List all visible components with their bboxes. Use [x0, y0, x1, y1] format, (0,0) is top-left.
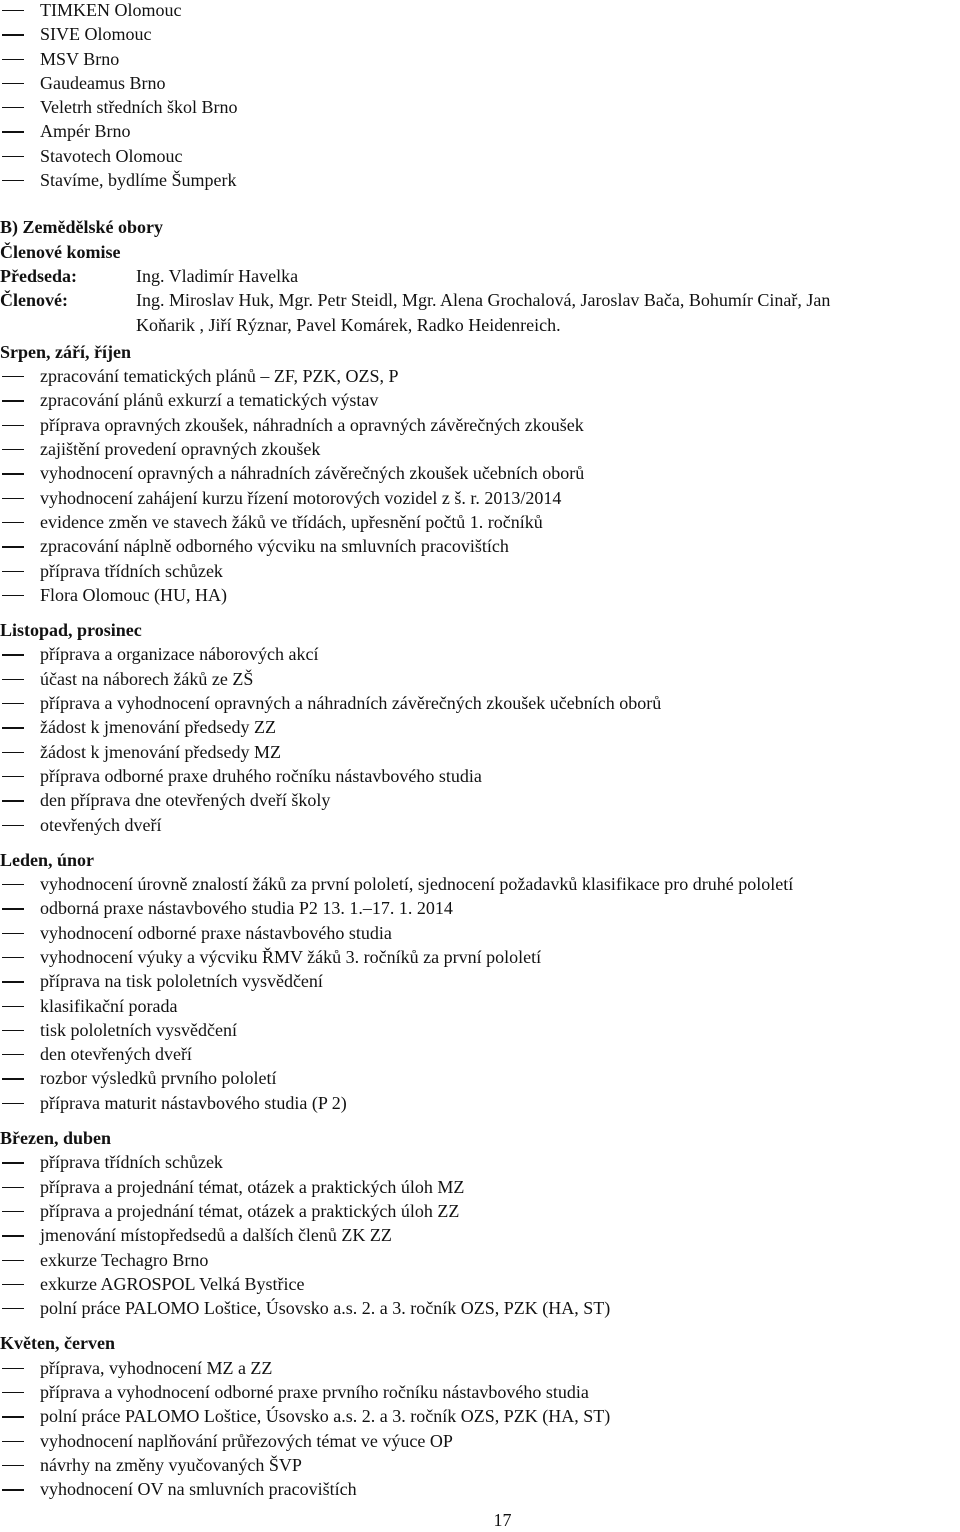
- dash-bullet: [2, 1465, 24, 1466]
- dash-bullet: [2, 1211, 24, 1212]
- dash-bullet: [2, 1006, 24, 1007]
- section-heading: Březen, duben: [0, 1128, 112, 1149]
- list-item: polní práce PALOMO Loštice, Úsovsko a.s. 2. a 3. ročník OZS, PZK (HA, ST): [0, 1404, 960, 1428]
- dash-bullet: [2, 498, 24, 499]
- task-list: [0, 642, 960, 836]
- section-b: [0, 215, 960, 336]
- exhibition-list: [0, 0, 960, 192]
- list-item: klasifikační porada: [0, 994, 960, 1018]
- list-item: příprava maturit nástavbového studia (P 2): [0, 1091, 960, 1115]
- dash-bullet: [2, 425, 24, 426]
- members-names: [136, 288, 936, 337]
- list-item: příprava a organizace náborových akcí: [0, 642, 960, 666]
- list-item: návrhy na změny vyučovaných ŠVP: [0, 1453, 960, 1477]
- list-item: příprava a projednání témat, otázek a praktických úloh ZZ: [0, 1199, 960, 1223]
- dash-bullet: [2, 400, 24, 401]
- task-list: [0, 1150, 960, 1320]
- dash-bullet: [2, 884, 24, 885]
- list-item: Stavíme, bydlíme Šumperk: [0, 168, 960, 192]
- list-item: exkurze AGROSPOL Velká Bystřice: [0, 1272, 960, 1296]
- chair-name: Ing. Vladimír Havelka: [136, 265, 299, 286]
- dash-bullet: [2, 908, 24, 909]
- list-item: rozbor výsledků prvního pololetí: [0, 1066, 960, 1090]
- dash-bullet: [2, 1260, 24, 1261]
- list-item: vyhodnocení odborné praxe nástavbového studia: [0, 921, 960, 945]
- list-item: Ampér Brno: [0, 119, 960, 143]
- section-heading: Leden, únor: [0, 849, 95, 870]
- dash-bullet: [2, 654, 24, 655]
- list-item: Veletrh středních škol Brno: [0, 95, 960, 119]
- dash-bullet: [2, 1030, 24, 1031]
- dash-bullet: [2, 1235, 24, 1236]
- commission-roles: [0, 264, 960, 337]
- dash-bullet: [2, 1054, 24, 1055]
- list-item: MSV Brno: [0, 47, 960, 71]
- dash-bullet: [2, 1284, 24, 1285]
- dash-bullet: [2, 10, 24, 11]
- section-heading: Listopad, prosinec: [0, 620, 142, 641]
- task-list: [0, 364, 960, 607]
- dash-bullet: [2, 1416, 24, 1417]
- list-item: příprava a vyhodnocení odborné praxe prvního ročníku nástavbového studia: [0, 1380, 960, 1404]
- dash-bullet: [2, 473, 24, 474]
- list-item: zpracování tematických plánů – ZF, PZK, OZS, P: [0, 364, 960, 388]
- list-item: exkurze Techagro Brno: [0, 1248, 960, 1272]
- dash-bullet: [2, 1187, 24, 1188]
- list-item: evidence změn ve stavech žáků ve třídách, upřesnění počtů 1. ročníků: [0, 510, 960, 534]
- list-item: odborná praxe nástavbového studia P2 13. 1.–17. 1. 2014: [0, 896, 960, 920]
- list-item: účast na náborech žáků ze ZŠ: [0, 667, 960, 691]
- dash-bullet: [2, 1441, 24, 1442]
- list-item: vyhodnocení naplňování průřezových témat ve výuce OP: [0, 1429, 960, 1453]
- dash-bullet: [2, 1162, 24, 1163]
- list-item: tisk pololetních vysvědčení: [0, 1018, 960, 1042]
- list-item: SIVE Olomouc: [0, 22, 960, 46]
- dash-bullet: [2, 1489, 24, 1490]
- chair-row: [0, 264, 960, 288]
- task-list: [0, 1356, 960, 1502]
- dash-bullet: [2, 1103, 24, 1104]
- dash-bullet: [2, 1308, 24, 1309]
- list-item: Flora Olomouc (HU, HA): [0, 583, 960, 607]
- members-line-2: Koňarik , Jiří Rýznar, Pavel Komárek, Radko Heidenreich.: [136, 314, 561, 335]
- list-item: vyhodnocení zahájení kurzu řízení motorových vozidel z š. r. 2013/2014: [0, 486, 960, 510]
- dash-bullet: [2, 679, 24, 680]
- list-item: vyhodnocení OV na smluvních pracovištích: [0, 1477, 960, 1501]
- dash-bullet: [2, 1368, 24, 1369]
- list-item: jmenování místopředsedů a dalších členů ZK ZZ: [0, 1223, 960, 1247]
- list-item: vyhodnocení opravných a náhradních závěrečných zkoušek učebních oborů: [0, 461, 960, 485]
- commission-heading: Členové komise: [0, 241, 121, 262]
- list-item: den otevřených dveří: [0, 1042, 960, 1066]
- dash-bullet: [2, 933, 24, 934]
- dash-bullet: [2, 595, 24, 596]
- section-brezen: [0, 1126, 960, 1320]
- list-item: příprava třídních schůzek: [0, 1150, 960, 1174]
- dash-bullet: [2, 180, 24, 181]
- dash-bullet: [2, 703, 24, 704]
- dash-bullet: [2, 83, 24, 84]
- list-item: Gaudeamus Brno: [0, 71, 960, 95]
- dash-bullet: [2, 156, 24, 157]
- dash-bullet: [2, 59, 24, 60]
- list-item: vyhodnocení úrovně znalostí žáků za první pololetí, sjednocení požadavků klasifikace pro druhé pololetí: [0, 872, 960, 896]
- list-item: žádost k jmenování předsedy ZZ: [0, 715, 960, 739]
- dash-bullet: [2, 800, 24, 801]
- dash-bullet: [2, 376, 24, 377]
- section-b-title: B) Zemědělské obory: [0, 217, 163, 238]
- dash-bullet: [2, 131, 24, 132]
- members-row: [0, 288, 960, 337]
- list-item: zpracování náplně odborného výcviku na smluvních pracovištích: [0, 534, 960, 558]
- dash-bullet: [2, 957, 24, 958]
- section-listopad: [0, 618, 960, 837]
- dash-bullet: [2, 727, 24, 728]
- list-item: příprava a vyhodnocení opravných a náhradních závěrečných zkoušek učebních oborů: [0, 691, 960, 715]
- task-list: [0, 872, 960, 1115]
- list-item: příprava na tisk pololetních vysvědčení: [0, 969, 960, 993]
- dash-bullet: [2, 981, 24, 982]
- list-item: příprava, vyhodnocení MZ a ZZ: [0, 1356, 960, 1380]
- list-item: otevřených dveří: [0, 813, 960, 837]
- section-heading: Srpen, září, říjen: [0, 341, 131, 362]
- dash-bullet: [2, 522, 24, 523]
- section-srpen: [0, 340, 960, 607]
- members-line-1: Ing. Miroslav Huk, Mgr. Petr Steidl, Mgr. Alena Grochalová, Jaroslav Bača, Bohumír Cinař, Jan: [136, 290, 831, 311]
- dash-bullet: [2, 107, 24, 108]
- list-item: zajištění provedení opravných zkoušek: [0, 437, 960, 461]
- list-item: zpracování plánů exkurzí a tematických výstav: [0, 388, 960, 412]
- dash-bullet: [2, 34, 24, 35]
- dash-bullet: [2, 571, 24, 572]
- members-label: Členové:: [0, 290, 68, 311]
- list-item: příprava odborné praxe druhého ročníku nástavbového studia: [0, 764, 960, 788]
- section-kveten: [0, 1331, 960, 1501]
- list-item: příprava a projednání témat, otázek a praktických úloh MZ: [0, 1175, 960, 1199]
- chair-label: Předseda:: [0, 265, 77, 286]
- list-item: žádost k jmenování předsedy MZ: [0, 740, 960, 764]
- list-item: příprava třídních schůzek: [0, 559, 960, 583]
- list-item: vyhodnocení výuky a výcviku ŘMV žáků 3. ročníků za první pololetí: [0, 945, 960, 969]
- section-leden: [0, 848, 960, 1115]
- list-item: příprava opravných zkoušek, náhradních a opravných závěrečných zkoušek: [0, 413, 960, 437]
- dash-bullet: [2, 546, 24, 547]
- list-item: polní práce PALOMO Loštice, Úsovsko a.s. 2. a 3. ročník OZS, PZK (HA, ST): [0, 1296, 960, 1320]
- dash-bullet: [2, 752, 24, 753]
- list-item: TIMKEN Olomouc: [0, 0, 960, 22]
- section-heading: Květen, červen: [0, 1333, 115, 1354]
- dash-bullet: [2, 825, 24, 826]
- dash-bullet: [2, 449, 24, 450]
- dash-bullet: [2, 1078, 24, 1079]
- page-number: 17: [493, 1510, 512, 1530]
- list-item: Stavotech Olomouc: [0, 144, 960, 168]
- list-item: den příprava dne otevřených dveří školy: [0, 788, 960, 812]
- dash-bullet: [2, 1392, 24, 1393]
- dash-bullet: [2, 776, 24, 777]
